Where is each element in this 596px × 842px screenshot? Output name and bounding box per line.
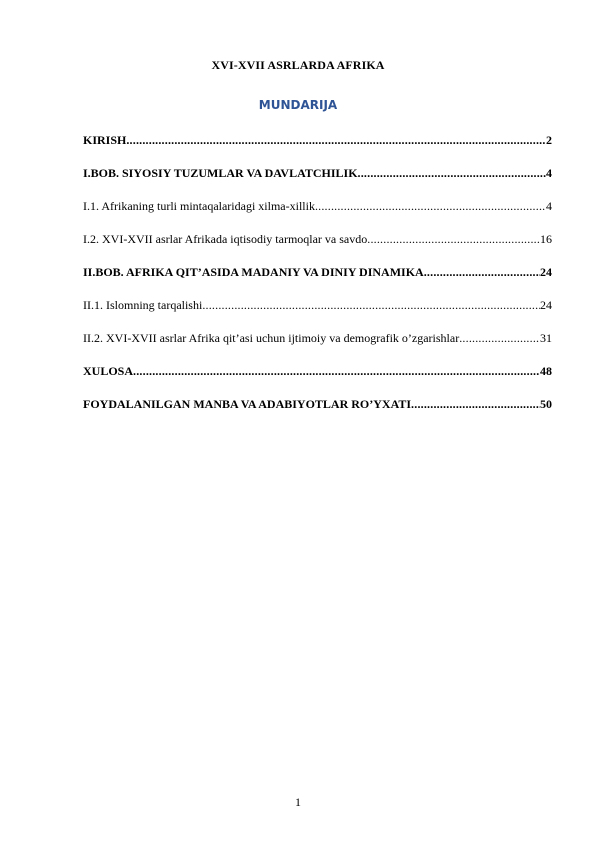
toc-dot-leader	[459, 328, 540, 348]
toc-dot-leader	[315, 196, 546, 216]
toc-entry-page: 2	[546, 133, 552, 147]
toc-entry-label: II.2. XVI-XVII asrlar Afrika qit’asi uchun ijtimoiy va demografik o’zgarishlar	[83, 331, 460, 345]
toc-entry-page: 50	[540, 397, 552, 411]
page-number: 1	[295, 795, 301, 809]
toc-entry-bibliography[interactable]	[83, 394, 552, 427]
toc-entry-page: 31	[540, 331, 552, 345]
table-of-contents	[83, 130, 552, 427]
toc-entry-label: II.BOB. AFRIKA QIT’ASIDA MADANIY VA DINIY DINAMIKA	[83, 265, 424, 279]
toc-entry-label: XULOSA	[83, 364, 134, 378]
toc-entry-chapter-1[interactable]	[83, 163, 552, 196]
toc-entry-label: FOYDALANILGAN MANBA VA ADABIYOTLAR RO’YXATI	[83, 397, 412, 411]
toc-entry-kirish[interactable]	[83, 130, 552, 163]
toc-entry-page: 24	[540, 298, 552, 312]
toc-dot-leader	[358, 163, 546, 183]
toc-entry-section-1-1[interactable]	[83, 196, 552, 229]
toc-entry-section-2-1[interactable]	[83, 295, 552, 328]
toc-dot-leader	[367, 229, 540, 249]
toc-dot-leader	[202, 295, 540, 315]
toc-heading: MUNDARIJA	[258, 98, 338, 112]
toc-entry-chapter-2[interactable]	[83, 262, 552, 295]
toc-entry-page: 16	[540, 232, 552, 246]
toc-entry-label: II.1. Islomning tarqalishi	[83, 298, 203, 312]
toc-entry-page: 48	[540, 364, 552, 378]
toc-dot-leader	[411, 394, 540, 414]
toc-entry-section-1-2[interactable]	[83, 229, 552, 262]
toc-entry-page: 24	[540, 265, 552, 279]
toc-dot-leader	[133, 361, 540, 381]
toc-entry-xulosa[interactable]	[83, 361, 552, 394]
toc-entry-section-2-2[interactable]	[83, 328, 552, 361]
toc-dot-leader	[424, 262, 540, 282]
document-title: XVI-XVII ASRLARDA AFRIKA	[211, 58, 385, 72]
toc-entry-page: 4	[546, 166, 552, 180]
toc-entry-label: I.2. XVI-XVII asrlar Afrikada iqtisodiy tarmoqlar va savdo	[83, 232, 368, 246]
toc-dot-leader	[126, 130, 546, 150]
toc-entry-label: I.1. Afrikaning turli mintaqalaridagi xilma-xillik	[83, 199, 315, 213]
toc-entry-label: I.BOB. SIYOSIY TUZUMLAR VA DAVLATCHILIK	[83, 166, 358, 180]
toc-entry-label: KIRISH	[83, 133, 127, 147]
toc-entry-page: 4	[546, 199, 552, 213]
